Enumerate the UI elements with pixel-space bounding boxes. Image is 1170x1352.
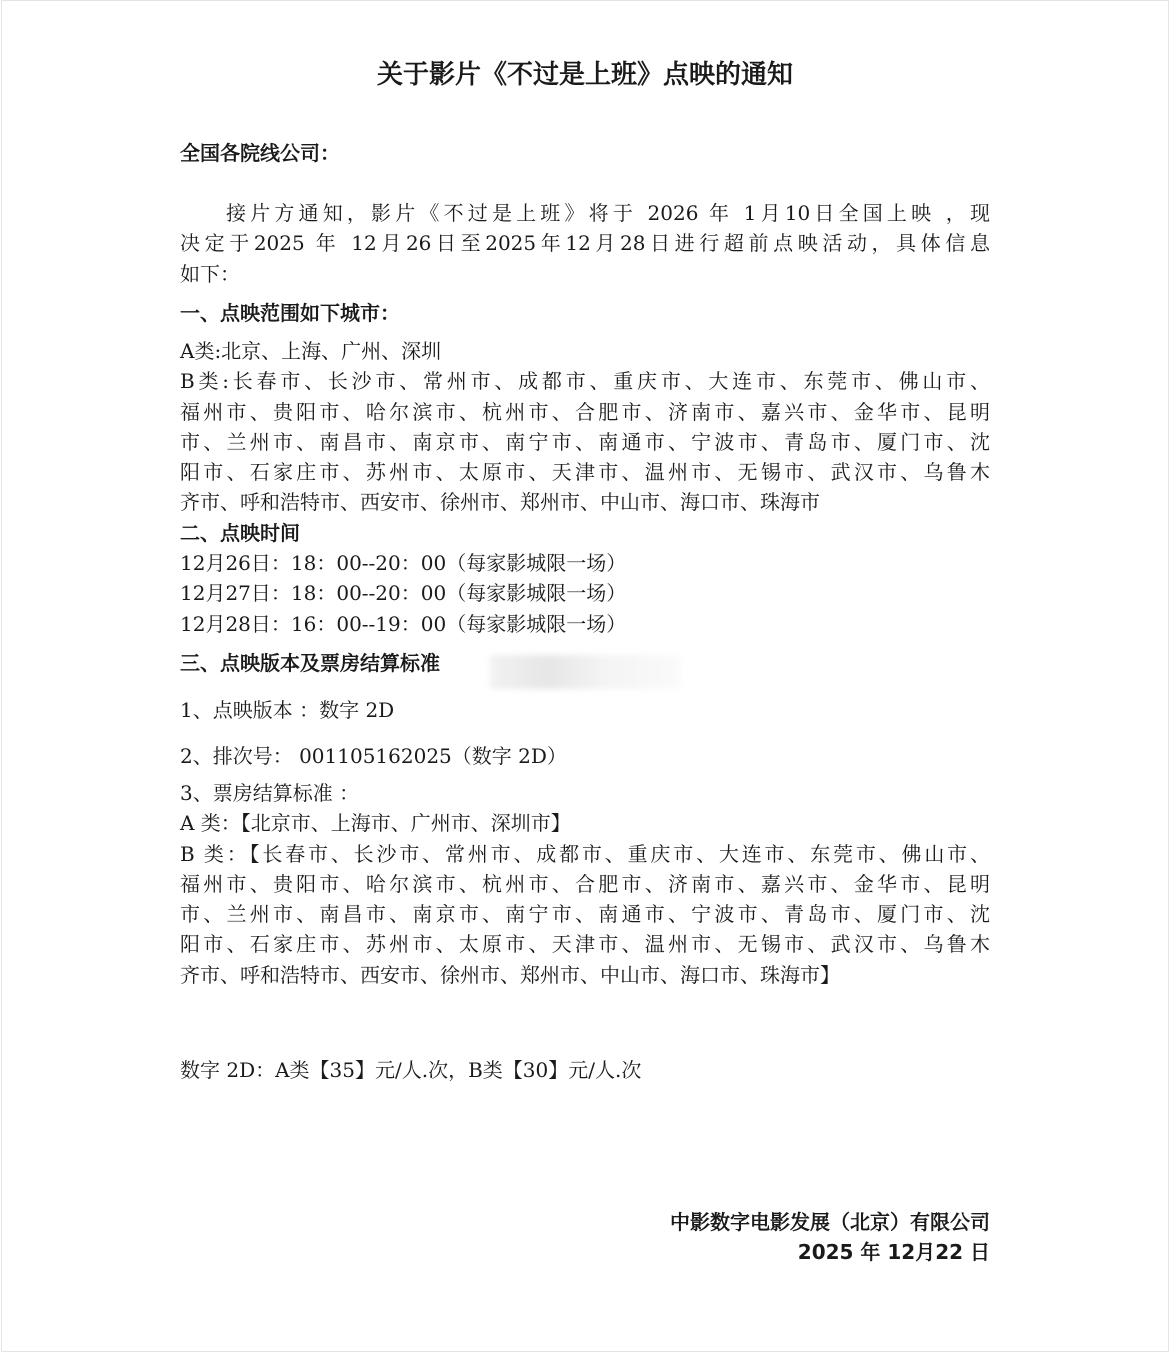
settlement-class-a: A 类：【北京市、上海市、广州市、深圳市】 — [180, 811, 571, 836]
intro-line: 决定于2025 年 12月26日至2025年12月28日进行超前点映活动，具体信息 — [180, 231, 990, 256]
screening-time: 12月27日：18：00--20：00（每家影城限一场） — [180, 581, 627, 606]
intro-paragraph — [180, 198, 990, 289]
class-b-line: 福州市、贵阳市、哈尔滨市、杭州市、合肥市、济南市、嘉兴市、金华市、昆明 — [180, 399, 990, 424]
settlement-class-b-line: 福州市、贵阳市、哈尔滨市、杭州市、合肥市、济南市、嘉兴市、金华市、昆明 — [180, 871, 990, 896]
version-line: 1、点映版本 ：数字 2D — [180, 698, 395, 722]
intro-line: 如下： — [180, 261, 240, 286]
settlement-class-b-line: 齐市、呼和浩特市、西安市、徐州市、郑州市、中山市、海口市、珠海市】 — [180, 962, 840, 987]
batch-number-line: 2、排次号： 001105162025（数字 2D） — [180, 744, 567, 768]
settlement-class-b-line: 阳市、石家庄市、苏州市、太原市、天津市、温州市、无锡市、武汉市、乌鲁木 — [180, 932, 990, 957]
blurred-region — [490, 655, 680, 689]
addressee: 全国各院线公司： — [180, 141, 340, 165]
screening-times — [180, 548, 990, 639]
section2-heading: 二、点映时间 — [180, 521, 300, 545]
screening-time: 12月28日：16：00--19：00（每家影城限一场） — [180, 611, 627, 636]
section3-heading: 三、点映版本及票房结算标准 — [180, 651, 440, 675]
section1-cities — [180, 336, 990, 518]
settlement-class-b-line: 市、兰州市、南昌市、南京市、南宁市、南通市、宁波市、青岛市、厦门市、沈 — [180, 902, 990, 927]
class-a-cities: A类:北京、上海、广州、深圳 — [180, 339, 442, 363]
settlement-block — [180, 778, 990, 990]
settlement-class-b-line: B 类：【长春市、长沙市、常州市、成都市、重庆市、大连市、东莞市、佛山市、 — [180, 841, 990, 866]
section1-heading: 一、点映范围如下城市： — [180, 301, 400, 325]
intro-line: 接片方通知，影片《不过是上班》将于 2026 年 1月10日全国上映 ，现 — [226, 201, 990, 225]
class-b-line: 市、兰州市、南昌市、南京市、南宁市、南通市、宁波市、青岛市、厦门市、沈 — [180, 429, 990, 454]
signature-company: 中影数字电影发展（北京）有限公司 — [670, 1210, 990, 1234]
document-title: 关于影片《不过是上班》点映的通知 — [376, 60, 793, 90]
signature-date: 2025 年 12月22 日 — [797, 1240, 990, 1264]
class-b-line: B类:长春市、长沙市、常州市、成都市、重庆市、大连市、东莞市、佛山市、 — [180, 369, 990, 394]
screening-time: 12月26日：18：00--20：00（每家影城限一场） — [180, 551, 627, 575]
class-b-line: 阳市、石家庄市、苏州市、太原市、天津市、温州市、无锡市、武汉市、乌鲁木 — [180, 460, 990, 485]
price-line: 数字 2D：A类【35】元/人.次，B类【30】元/人.次 — [180, 1058, 642, 1082]
settlement-heading: 3、票房结算标准 ： — [180, 781, 360, 805]
class-b-line: 齐市、呼和浩特市、西安市、徐州市、郑州市、中山市、海口市、珠海市 — [180, 490, 820, 515]
